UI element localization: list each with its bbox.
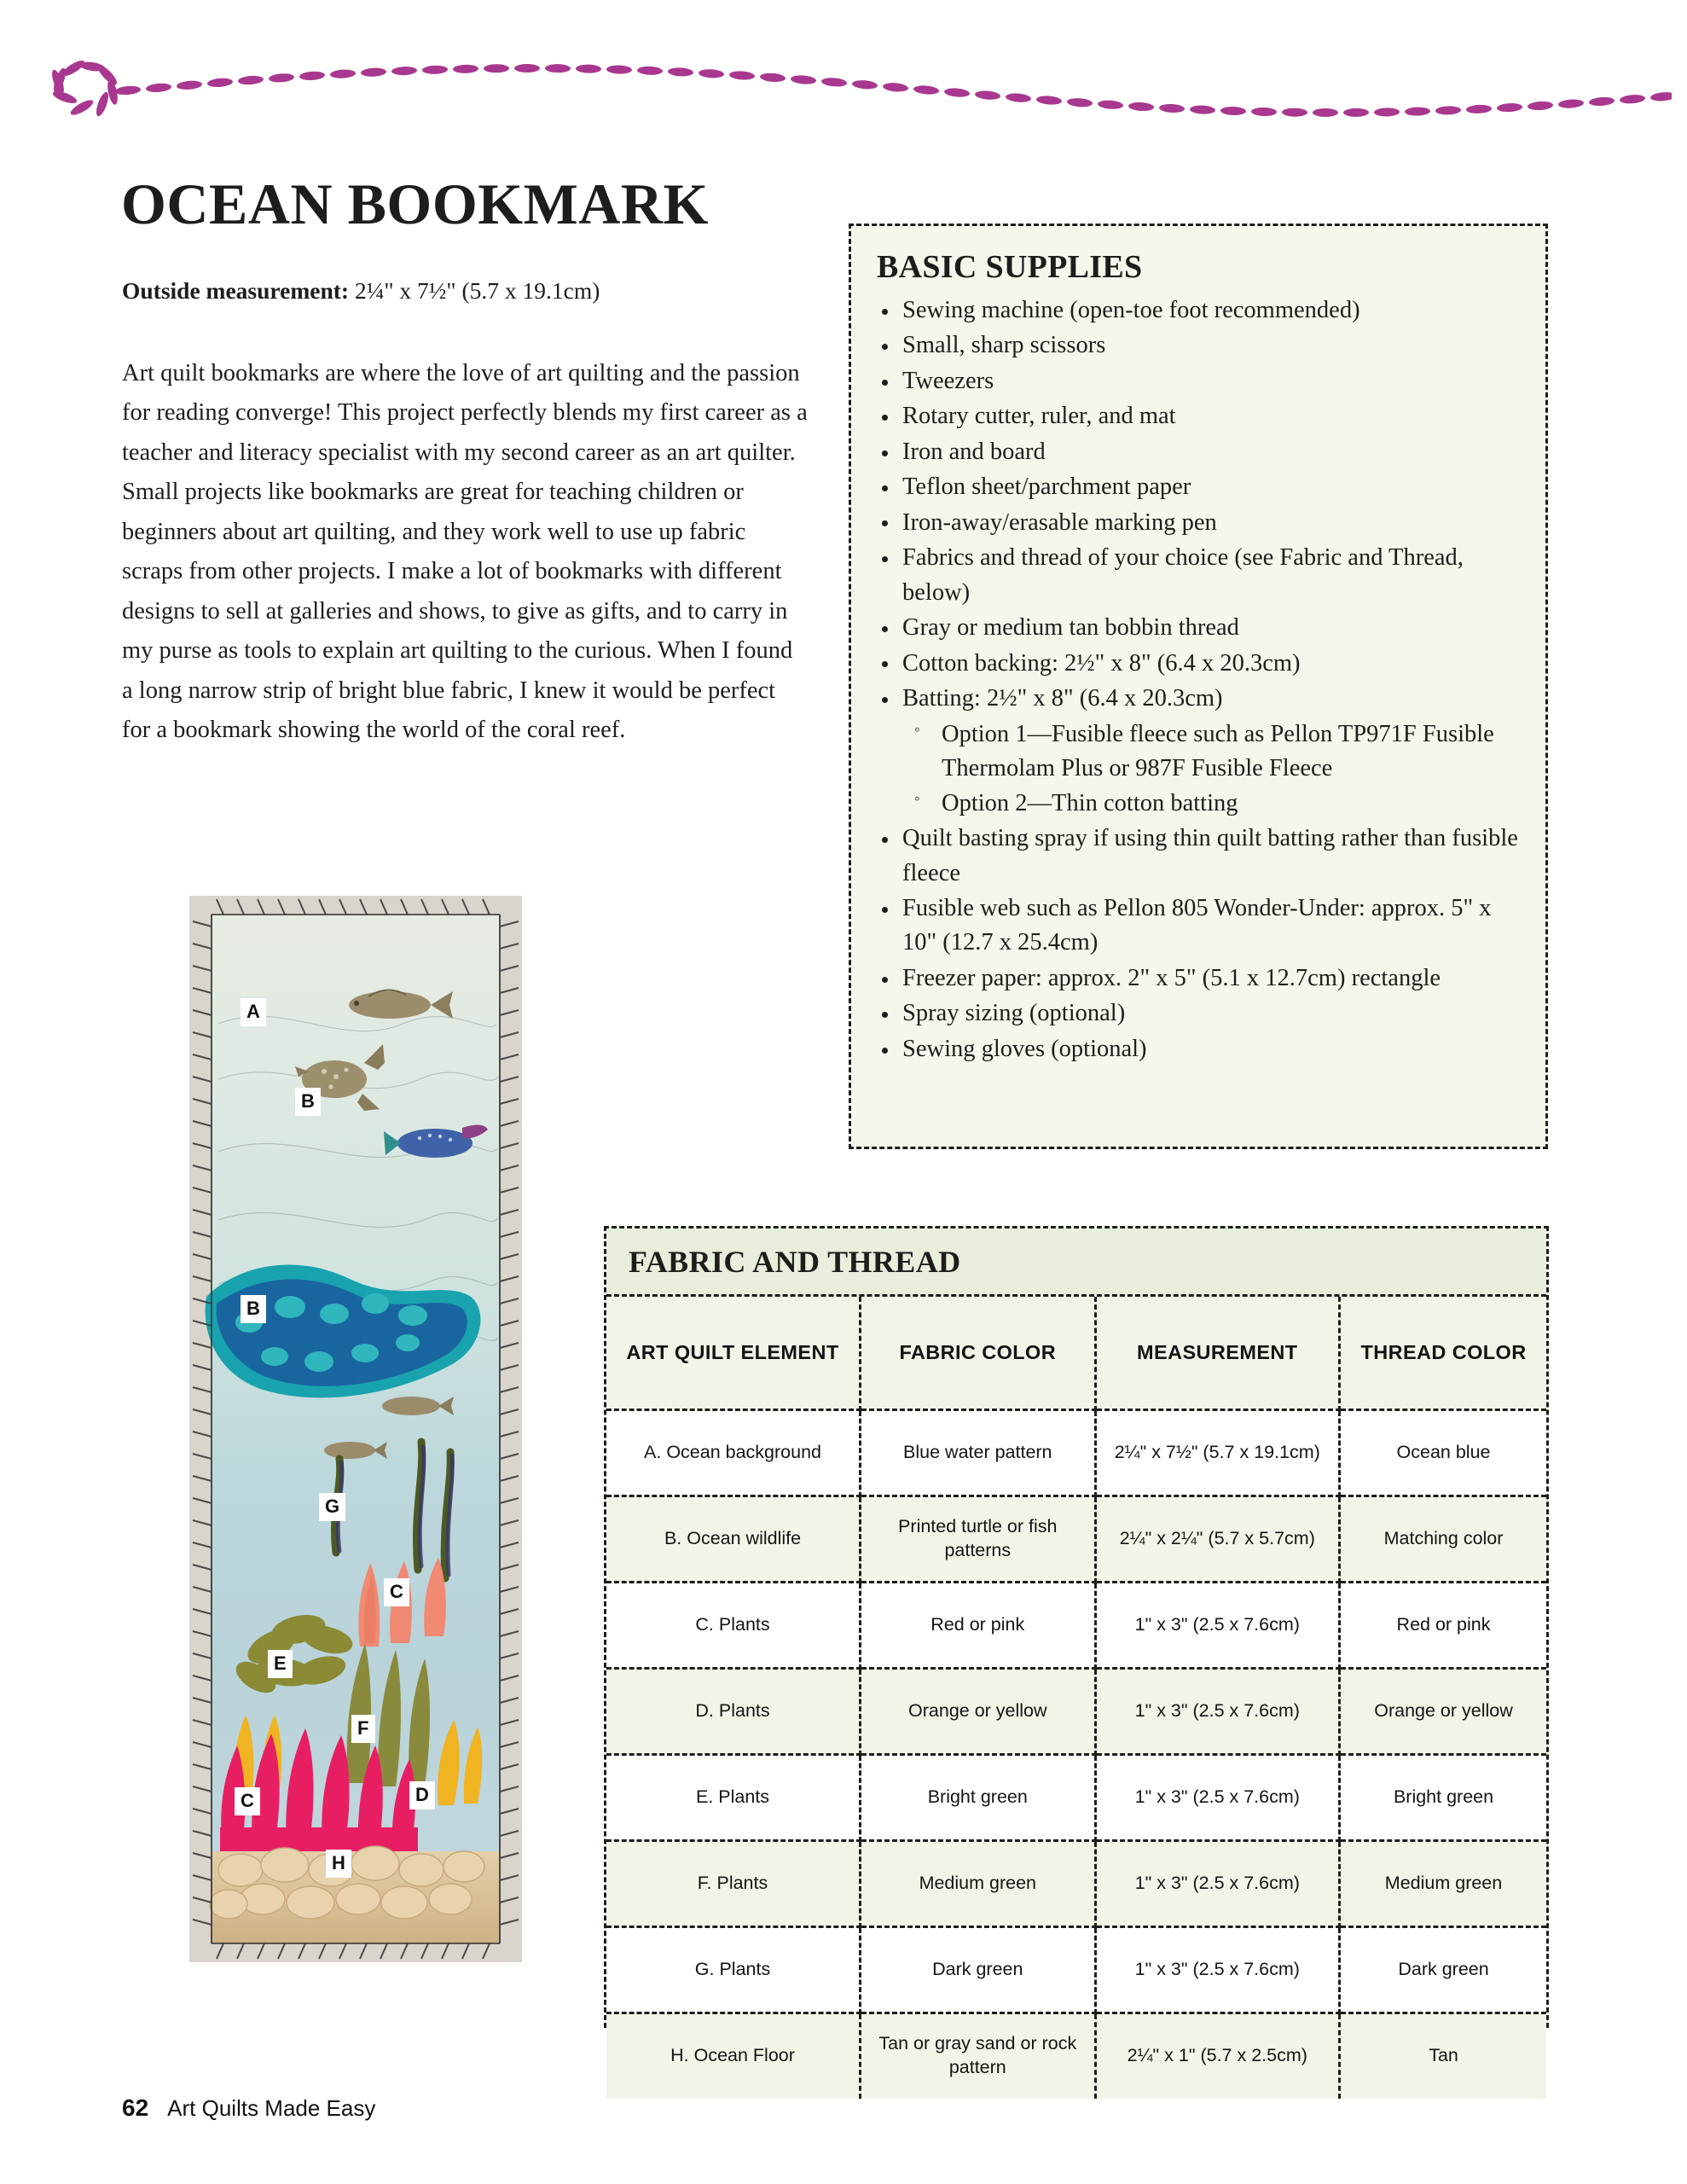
basic-supplies-title: BASIC SUPPLIES <box>877 249 1143 285</box>
table-column-header: FABRIC COLOR <box>861 1297 1096 1409</box>
page-title: OCEAN BOOKMARK <box>121 171 709 236</box>
footer-page-number: 62 <box>122 2094 149 2121</box>
supply-item-label: Small, sharp scissors <box>902 332 1106 359</box>
supply-item <box>877 996 1522 1031</box>
footer-book-title: Art Quilts Made Easy <box>167 2095 376 2121</box>
table-row <box>606 1754 1546 1840</box>
table-row <box>606 1496 1546 1582</box>
basic-supplies-list <box>877 293 1522 1066</box>
table-row <box>606 1582 1546 1668</box>
table-row <box>606 1409 1546 1496</box>
table-cell: 2¼" x 7½" (5.7 x 19.1cm) <box>1095 1409 1340 1496</box>
table-cell: Medium green <box>861 1840 1096 1926</box>
fabric-and-thread-table <box>606 1297 1546 2099</box>
supply-item <box>877 611 1522 645</box>
table-cell: Dark green <box>861 1926 1096 2013</box>
bullet-dot-icon <box>882 907 888 913</box>
table-body <box>606 1409 1546 2099</box>
supply-item <box>877 541 1522 610</box>
table-row <box>606 2013 1546 2099</box>
supply-sub-item <box>909 787 1522 821</box>
basic-supplies-box <box>849 224 1548 1149</box>
supply-sub-item-label: Option 1—Fusible fleece such as Pellon TP971F Fusible Thermolam Plus or 987F Fusible Fleece <box>942 720 1494 782</box>
outside-measurement-value: 2¼" x 7½" (5.7 x 19.1cm) <box>354 277 600 304</box>
table-cell: Matching color <box>1340 1496 1546 1582</box>
supply-item-label: Gray or medium tan bobbin thread <box>902 614 1239 642</box>
table-cell: 1" x 3" (2.5 x 7.6cm) <box>1095 1840 1340 1926</box>
supply-item-label: Fusible web such as Pellon 805 Wonder-Under: approx. 5" x 10" (12.7 x 25.4cm) <box>902 894 1492 956</box>
table-cell: 1" x 3" (2.5 x 7.6cm) <box>1095 1582 1340 1668</box>
table-cell: 2¼" x 1" (5.7 x 2.5cm) <box>1095 2013 1340 2099</box>
table-cell: Orange or yellow <box>1340 1668 1546 1754</box>
supply-item-label: Sewing gloves (optional) <box>902 1035 1147 1062</box>
supply-sub-item-label: Option 2—Thin cotton batting <box>942 789 1238 816</box>
table-column-header: THREAD COLOR <box>1340 1297 1546 1409</box>
bullet-dot-icon <box>882 556 888 562</box>
bullet-dot-icon <box>882 344 888 350</box>
table-cell: Orange or yellow <box>861 1668 1096 1754</box>
photo-callout-f-6: F <box>351 1715 375 1743</box>
ocean-bookmark-photo <box>189 896 522 1962</box>
supply-item-label: Batting: 2½" x 8" (6.4 x 20.3cm) <box>902 685 1223 712</box>
photo-callout-c-7: C <box>235 1787 260 1815</box>
table-cell: 1" x 3" (2.5 x 7.6cm) <box>1095 1926 1340 2013</box>
bullet-dot-icon <box>882 977 888 983</box>
supply-item-label: Freezer paper: approx. 2" x 5" (5.1 x 12.7cm) rectangle <box>902 964 1441 991</box>
table-cell: Bright green <box>861 1754 1096 1840</box>
bullet-dot-icon <box>882 309 888 315</box>
table-cell: Tan <box>1340 2013 1546 2099</box>
table-cell: Red or pink <box>1340 1582 1546 1668</box>
table-cell: B. Ocean wildlife <box>606 1496 861 1582</box>
table-cell: Ocean blue <box>1340 1409 1546 1496</box>
supply-item-label: Rotary cutter, ruler, and mat <box>902 403 1176 430</box>
supply-item <box>877 364 1522 398</box>
bullet-dot-icon <box>882 1012 888 1018</box>
outside-measurement <box>122 275 821 306</box>
intro-paragraph: Art quilt bookmarks are where the love of art quilting and the passion for reading converge! This project perfectly blends my first career as a teacher and literacy specialist with my second career as an art quilter. Small projects like bookmarks are great for teaching children or beginners about art quilting, and they work well to use up fabric scraps from other projects. I make a lot of bookmarks with different designs to sell at galleries and shows, to give as gifts, and to carry in my purse as tools to explain art quilting to the curious. When I found a long narrow strip of bright blue fabric, I knew it would be perfect for a bookmark showing the world of the coral reef. <box>122 360 808 744</box>
outside-measurement-label: Outside measurement: <box>122 277 350 304</box>
supply-item-label: Teflon sheet/parchment paper <box>902 473 1191 501</box>
bullet-dot-icon <box>882 661 888 667</box>
table-cell: 2¼" x 2¼" (5.7 x 5.7cm) <box>1095 1496 1340 1582</box>
supply-item <box>877 328 1522 363</box>
photo-callout-d-8: D <box>409 1781 435 1809</box>
supply-item-label: Fabrics and thread of your choice (see Fabric and Thread, below) <box>902 544 1464 606</box>
supply-item <box>877 506 1522 540</box>
bullet-dot-icon <box>882 520 888 526</box>
supply-item <box>877 435 1522 469</box>
table-cell: H. Ocean Floor <box>606 2013 861 2099</box>
supply-item-label: Quilt basting spray if using thin quilt batting rather than fusible fleece <box>902 825 1518 886</box>
bullet-dot-icon <box>882 697 888 703</box>
table-cell: C. Plants <box>606 1582 861 1668</box>
supply-item-label: Iron and board <box>902 438 1046 465</box>
supply-item <box>877 293 1522 328</box>
table-cell: D. Plants <box>606 1668 861 1754</box>
bullet-dot-icon <box>882 1048 888 1054</box>
supply-item <box>877 961 1522 996</box>
table-cell: Red or pink <box>861 1582 1096 1668</box>
table-row <box>606 1840 1546 1926</box>
bullet-ring-icon: ◦ <box>914 789 920 808</box>
photo-callout-a-0: A <box>241 998 266 1026</box>
supply-item-label: Cotton backing: 2½" x 8" (6.4 x 20.3cm) <box>902 649 1301 677</box>
supply-item-label: Tweezers <box>902 367 994 394</box>
table-cell: E. Plants <box>606 1754 861 1840</box>
table-row <box>606 1668 1546 1754</box>
supply-sub-item <box>909 717 1522 787</box>
fabric-and-thread-title: FABRIC AND THREAD <box>629 1245 961 1279</box>
bullet-dot-icon <box>882 485 888 491</box>
bullet-dot-icon <box>882 450 888 456</box>
supply-item <box>877 647 1522 681</box>
page-footer <box>122 2094 375 2122</box>
bullet-dot-icon <box>882 380 888 386</box>
table-cell: G. Plants <box>606 1926 861 2013</box>
supply-item-label: Iron-away/erasable marking pen <box>902 508 1217 536</box>
photo-callout-h-9: H <box>326 1850 351 1878</box>
supply-item <box>877 399 1522 433</box>
table-row <box>606 1926 1546 2013</box>
bullet-dot-icon <box>882 626 888 632</box>
photo-callout-g-3: G <box>319 1493 345 1521</box>
supply-item <box>877 892 1522 961</box>
stitched-wave-ornament <box>34 19 1672 130</box>
supply-item <box>877 822 1522 891</box>
supply-item <box>877 470 1522 504</box>
supply-item-label: Sewing machine (open-toe foot recommended) <box>902 297 1360 323</box>
table-column-header: ART QUILT ELEMENT <box>606 1297 861 1409</box>
table-cell: Printed turtle or fish patterns <box>861 1496 1096 1582</box>
fabric-and-thread-box <box>604 1226 1549 2078</box>
table-cell: 1" x 3" (2.5 x 7.6cm) <box>1095 1668 1340 1754</box>
photo-callout-b-1: B <box>295 1088 321 1116</box>
bullet-ring-icon: ◦ <box>914 720 920 739</box>
photo-callout-e-5: E <box>268 1650 293 1678</box>
photo-callout-b-2: B <box>241 1295 266 1323</box>
fabric-and-thread-banner <box>606 1228 1546 1297</box>
supply-item <box>877 682 1522 821</box>
table-column-header: MEASUREMENT <box>1095 1297 1340 1409</box>
table-cell: A. Ocean background <box>606 1409 861 1496</box>
supply-item <box>877 1032 1522 1066</box>
table-header-row <box>606 1297 1546 1409</box>
bullet-dot-icon <box>882 415 888 421</box>
supply-sub-options <box>909 717 1522 821</box>
bullet-dot-icon <box>882 837 888 843</box>
supply-item-label: Spray sizing (optional) <box>902 1000 1126 1027</box>
table-cell: 1" x 3" (2.5 x 7.6cm) <box>1095 1754 1340 1840</box>
table-cell: Medium green <box>1340 1840 1546 1926</box>
table-cell: Dark green <box>1340 1926 1546 2013</box>
table-cell: Blue water pattern <box>861 1409 1096 1496</box>
table-cell: F. Plants <box>606 1840 861 1926</box>
photo-callout-c-4: C <box>384 1578 409 1606</box>
table-cell: Tan or gray sand or rock pattern <box>861 2013 1096 2099</box>
table-cell: Bright green <box>1340 1754 1546 1840</box>
